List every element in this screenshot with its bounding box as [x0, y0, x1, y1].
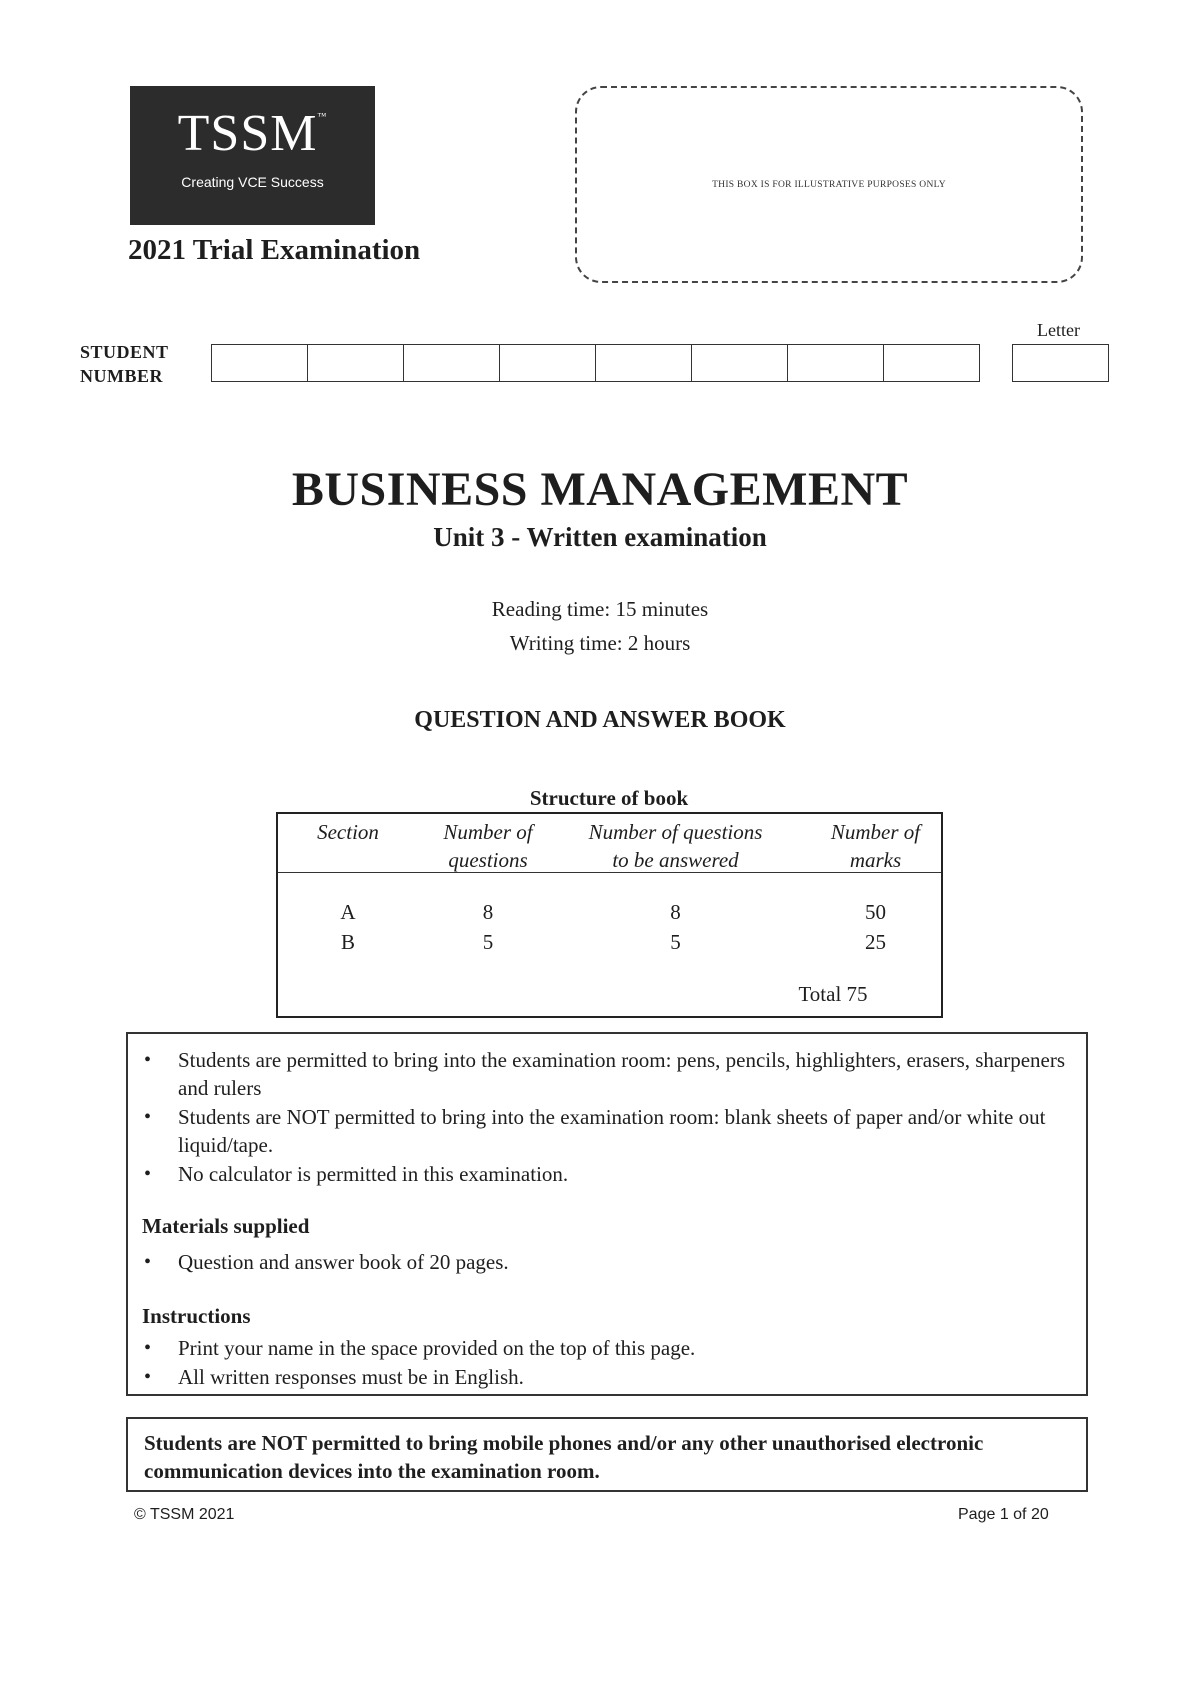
rules-box — [126, 1032, 1088, 1396]
table-cell-questions: 5 — [482, 930, 494, 954]
student-number-digit-box[interactable] — [883, 344, 980, 382]
logo-text: TSSM — [177, 105, 318, 162]
header-num-questions-line1: Number of — [443, 820, 533, 844]
table-cell-section: B — [340, 930, 355, 954]
student-number-digit-box[interactable] — [691, 344, 788, 382]
header-marks-line1: Number of — [830, 820, 921, 844]
materials-heading: Materials supplied — [142, 1214, 310, 1238]
list-item: • Students are NOT permitted to bring into the examination room: blank sheets of paper and/or white out liquid/tape. — [144, 1103, 1066, 1159]
header-section: Section — [317, 820, 379, 844]
trademark-mark: ™ — [317, 111, 328, 121]
tssm-logo — [130, 86, 375, 225]
table-cell-marks: 25 — [865, 930, 886, 954]
list-item: • Print your name in the space provided on the top of this page. — [144, 1334, 1066, 1362]
header-num-questions-line2: questions — [448, 848, 528, 872]
rules-list — [144, 1046, 1066, 1189]
unit-title: Unit 3 - Written examination — [433, 522, 767, 552]
student-number-label — [80, 340, 169, 388]
total-marks: Total 75 — [798, 982, 868, 1006]
reading-time: Reading time: 15 minutes — [491, 597, 709, 621]
letter-label: Letter — [1037, 320, 1080, 340]
table-cell-marks: 50 — [865, 900, 886, 924]
instructions-heading: Instructions — [142, 1304, 251, 1328]
letter-box[interactable] — [1012, 344, 1109, 382]
student-number-digit-box[interactable] — [595, 344, 692, 382]
instructions-list — [144, 1334, 1066, 1392]
list-item: • No calculator is permitted in this examination. — [144, 1160, 1066, 1188]
table-cell-section: A — [340, 900, 356, 924]
header-marks — [808, 818, 943, 874]
header-marks-line2: marks — [849, 848, 902, 872]
student-number-boxes — [212, 344, 980, 382]
footer-copyright: © TSSM 2021 — [134, 1506, 235, 1523]
student-number-label-line1: STUDENT — [80, 342, 169, 362]
header-to-answer-line1: Number of questions — [588, 820, 763, 844]
student-number-digit-box[interactable] — [499, 344, 596, 382]
student-number-digit-box[interactable] — [211, 344, 308, 382]
header-to-answer — [568, 818, 783, 874]
table-cell-answered: 8 — [670, 900, 681, 924]
student-number-digit-box[interactable] — [403, 344, 500, 382]
header-num-questions — [418, 818, 558, 874]
book-title: QUESTION AND ANSWER BOOK — [414, 707, 786, 733]
student-number-label-line2: NUMBER — [80, 366, 163, 386]
exam-title: 2021 Trial Examination — [128, 234, 421, 266]
header-divider — [278, 872, 941, 873]
warning-box: Students are NOT permitted to bring mobile phones and/or any other unauthorised electronic communication devices into the examination room. — [126, 1417, 1088, 1492]
logo-tagline: Creating VCE Success — [181, 174, 324, 190]
table-cell-questions: 8 — [482, 900, 494, 924]
writing-time: Writing time: 2 hours — [509, 631, 691, 655]
illustrative-box — [575, 86, 1083, 283]
materials-list — [144, 1248, 1066, 1277]
structure-caption: Structure of book — [529, 786, 689, 810]
list-item: • Students are permitted to bring into the examination room: pens, pencils, highlighters, erasers, sharpeners and rulers — [144, 1046, 1066, 1102]
list-item: • Question and answer book of 20 pages. — [144, 1248, 1066, 1276]
list-item: • All written responses must be in English. — [144, 1363, 1066, 1391]
header-to-answer-line2: to be answered — [612, 848, 739, 872]
subject-title: BUSINESS MANAGEMENT — [291, 463, 909, 516]
footer-page-number: Page 1 of 20 — [958, 1506, 1049, 1523]
table-cell-answered: 5 — [670, 930, 681, 954]
student-number-digit-box[interactable] — [307, 344, 404, 382]
student-number-digit-box[interactable] — [787, 344, 884, 382]
illustrative-box-text: THIS BOX IS FOR ILLUSTRATIVE PURPOSES ONLY — [712, 180, 946, 190]
structure-table — [276, 812, 943, 1018]
